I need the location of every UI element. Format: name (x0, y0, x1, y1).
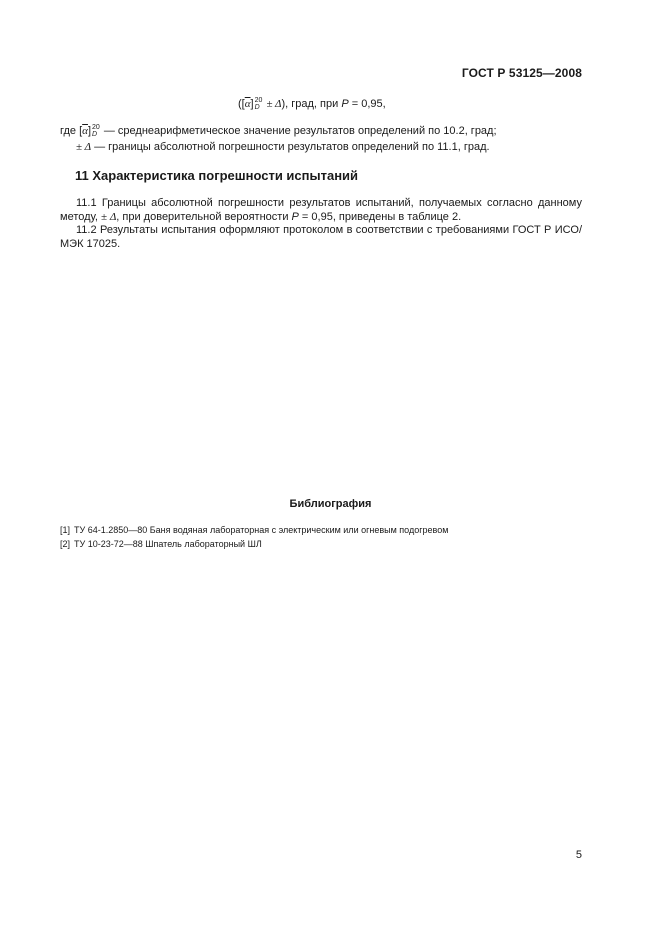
p1-text-a: 11.1 Границы абсолютной погрешности результатов испытаний, получаемых согласно данному методу, (60, 197, 582, 223)
formula-subscript: D (254, 104, 260, 111)
where-prefix: где [ (60, 124, 83, 137)
page-number: 5 (575, 849, 582, 861)
result-formula (238, 97, 386, 111)
where-pm-delta: ± Δ (76, 141, 92, 153)
bibliography-item-text: ТУ 64-1.2850—80 Баня водяная лабораторная с электрическим или огневым подогревом (74, 525, 449, 535)
p1-text-b: , при доверительной вероятности (116, 210, 292, 223)
where-def2-text: — границы абсолютной погрешности результатов определений по 11.1, град. (91, 141, 490, 153)
where-subscript: D (92, 131, 98, 138)
paragraph-11-1 (60, 197, 582, 224)
formula-p-symbol: P (341, 97, 349, 110)
bibliography-item-text: ТУ 10-23-72—88 Шпатель лабораторный ШЛ (74, 539, 262, 549)
where-definition-error (76, 141, 490, 153)
p1-text-c: = 0,95, приведены в таблице 2. (298, 210, 462, 223)
where-scripts (92, 124, 100, 138)
where-close: ] (87, 124, 92, 137)
paragraph-11-2: 11.2 Результаты испытания оформляют протоколом в соответствии с требованиями ГОСТ Р ИСО/МЭК 17025. (60, 224, 582, 250)
section-heading: 11 Характеристика погрешности испытаний (75, 168, 359, 183)
p1-pm-delta: ± Δ (101, 210, 117, 223)
formula-p-value: = 0,95, (348, 97, 386, 110)
bibliography-item-number: [1] (60, 525, 71, 535)
formula-open: ([ (238, 97, 245, 110)
alpha-symbol: $\overline{\alpha}$ (244, 97, 251, 110)
p1-p-symbol: P (291, 210, 299, 223)
formula-scripts (255, 97, 263, 111)
where-superscript: 20 (92, 124, 100, 131)
formula-tail: ), град, при (281, 97, 342, 110)
formula-superscript: 20 (254, 97, 263, 104)
bibliography-item (60, 525, 448, 535)
formula-pm-delta: ± Δ (266, 97, 282, 110)
where-alpha-symbol: $\overline{\alpha}$ (82, 124, 88, 137)
bibliography-title: Библиография (289, 498, 372, 510)
bibliography-item (60, 539, 262, 549)
where-definition-mean (60, 124, 497, 138)
where-def1-text: — среднеарифметическое значение результатов определений по 10.2, град; (100, 124, 497, 137)
bibliography-item-number: [2] (60, 539, 71, 549)
document-standard-number: ГОСТ Р 53125—2008 (461, 66, 582, 80)
formula-close: ] (250, 97, 254, 110)
